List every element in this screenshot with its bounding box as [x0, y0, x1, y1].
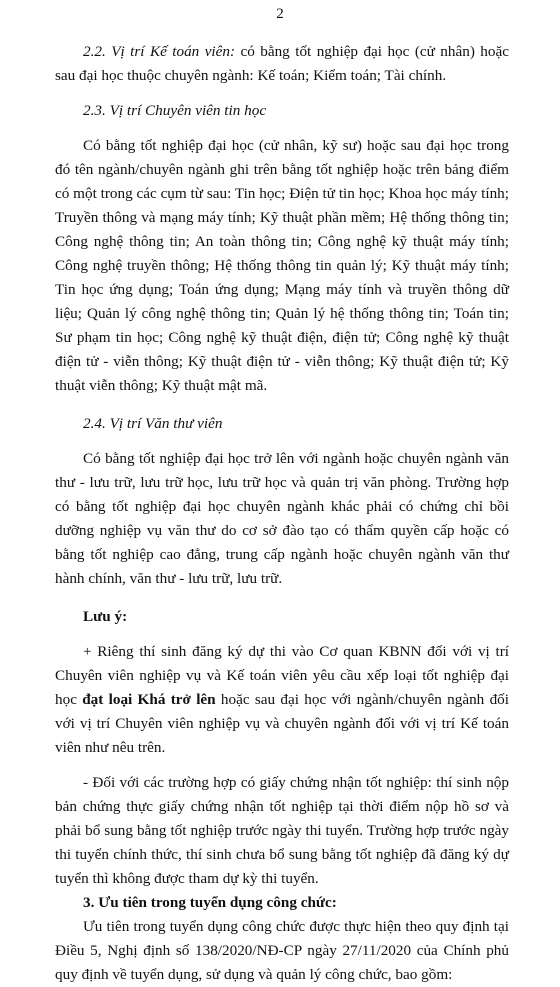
note-heading	[55, 605, 509, 629]
note-p1-bold: đạt loại Khá trở lên	[82, 691, 216, 708]
note-paragraph-1	[55, 640, 509, 760]
note-p1-pre: + Riêng thí sinh đăng ký dự thi vào Cơ quan KBNN đối với vị trí Chuyên viên nghiệp vụ và Kế toán viên yêu cầu xếp loại tốt nghiệp đại học	[55, 643, 509, 708]
section-3-paragraph: Ưu tiên trong tuyển dụng công chức được thực hiện theo quy định tại Điều 5, Nghị định số 138/2020/NĐ-CP ngày 27/11/2020 của Chính phủ quy định về tuyển dụng, sử dụng và quản lý công chức, bao gồm:	[55, 918, 509, 983]
note-p1-post: hoặc sau đại học với ngành/chuyên ngành đối với vị trí Chuyên viên nghiệp vụ và chuyên ngành đối với vị trí Kế toán viên như nêu trên.	[55, 691, 509, 756]
section-3-heading-text: 3. Ưu tiên trong tuyển dụng công chức:	[83, 894, 337, 911]
section-2-4-heading: 2.4. Vị trí Văn thư viên	[83, 415, 223, 432]
page-number: 2	[276, 6, 284, 22]
section-3-heading	[55, 891, 509, 915]
section-2-2	[55, 40, 509, 88]
section-2-2-label: 2.2. Vị trí Kế toán viên:	[83, 43, 236, 60]
section-2-4-paragraph: Có bằng tốt nghiệp đại học trở lên với ngành hoặc chuyên ngành văn thư - lưu trữ, lưu trữ học, lưu trữ học và quản trị văn phòng. Trường hợp có bằng tốt nghiệp đại học chuyên ngành khác phải có chứng chỉ bồi dưỡng nghiệp vụ văn thư do cơ sở đào tạo có thẩm quyền cấp hoặc có bằng tốt nghiệp cao đẳng, trung cấp ngành hoặc chuyên ngành văn thư hành chính, văn thư - lưu trữ, lưu trữ.	[55, 450, 509, 587]
section-2-3-paragraph: Có bằng tốt nghiệp đại học (cử nhân, kỹ sư) hoặc sau đại học trong đó tên ngành/chuyên ngành ghi trên bằng tốt nghiệp hoặc trên bảng điểm có một trong các cụm từ sau: Tin học; Điện tử tin học; Khoa học máy tính; Truyền thông và mạng máy tính; Kỹ thuật phần mềm; Hệ thống thông tin; Công nghệ thông tin; An toàn thông tin; Công nghệ kỹ thuật máy tính; Công nghệ truyền thông; Hệ thống thông tin quản lý; Kỹ thuật máy tính; Tin học ứng dụng; Toán ứng dụng; Mạng máy tính và truyền thông dữ liệu; Quản lý công nghệ thông tin; Quản lý hệ thống thông tin; Toán tin; Sư phạm tin học; Công nghệ kỹ thuật điện, điện tử; Công nghệ kỹ thuật điện tử - viễn thông; Kỹ thuật điện tử - viễn thông; Kỹ thuật điện tử; Kỹ thuật viễn thông; Kỹ thuật mật mã.	[55, 137, 509, 394]
note-heading-text: Lưu ý:	[83, 608, 128, 625]
document-body	[55, 40, 509, 987]
note-paragraph-2: - Đối với các trường hợp có giấy chứng nhận tốt nghiệp: thí sinh nộp bản chứng thực giấy chứng nhận tốt nghiệp tại thời điểm nộp hồ sơ và phải bổ sung bằng tốt nghiệp trước ngày thi tuyển. Trường hợp trước ngày thi tuyển chính thức, thí sinh chưa bổ sung bằng tốt nghiệp đã đăng ký dự tuyển thì không được tham dự kỳ thi tuyển.	[55, 774, 509, 887]
section-2-2-text: có bằng tốt nghiệp đại học (cử nhân) hoặc sau đại học thuộc chuyên ngành: Kế toán; Kiểm toán; Tài chính.	[55, 43, 509, 84]
section-2-3-heading: 2.3. Vị trí Chuyên viên tin học	[83, 102, 267, 119]
